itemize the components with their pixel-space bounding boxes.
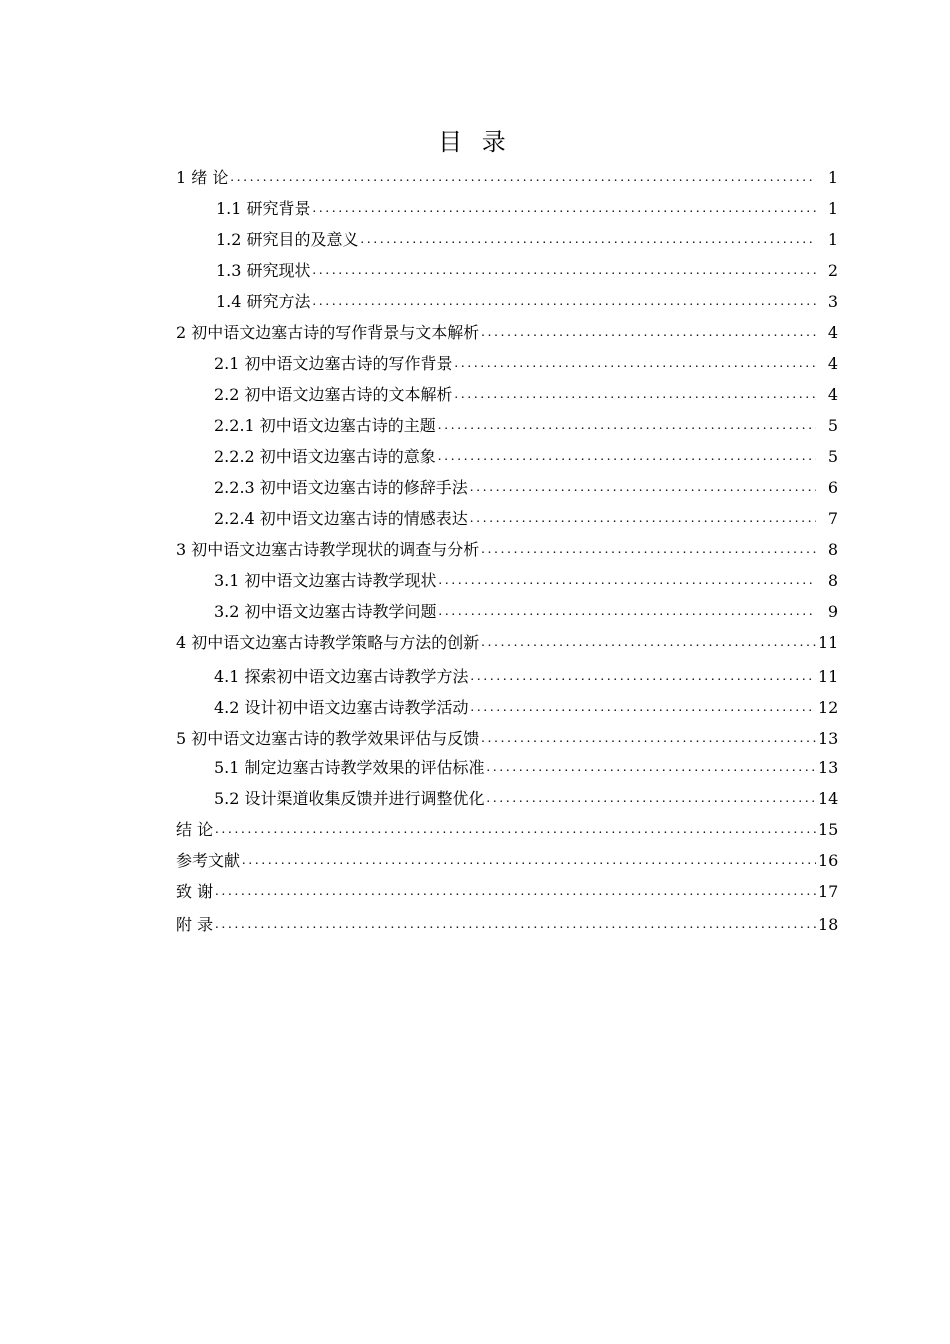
toc-page-number: 4 <box>827 323 838 342</box>
toc-entry[interactable] <box>176 536 838 560</box>
toc-entry-label: 1.3 研究现状 <box>216 261 311 280</box>
toc-entry[interactable] <box>214 694 838 718</box>
toc-entry[interactable] <box>176 878 838 902</box>
toc-leader-dots <box>439 602 816 622</box>
toc-page-number: 13 <box>818 758 839 777</box>
toc-entry[interactable] <box>214 567 838 591</box>
toc-leader-dots <box>487 789 816 809</box>
toc-leader-dots <box>438 447 816 467</box>
toc-page-number: 1 <box>827 168 838 187</box>
toc-page-number: 5 <box>827 447 838 466</box>
toc-leader-dots <box>481 633 816 653</box>
toc-entry-label: 附 录 <box>176 915 214 934</box>
toc-leader-dots <box>313 261 816 281</box>
toc-entry-label: 2 初中语文边塞古诗的写作背景与文本解析 <box>176 323 480 342</box>
toc-leader-dots <box>455 385 816 405</box>
toc-entry[interactable] <box>216 257 838 281</box>
toc-entry[interactable] <box>214 381 838 405</box>
toc-entry[interactable] <box>214 598 838 622</box>
toc-leader-dots <box>481 323 816 343</box>
toc-leader-dots <box>361 230 816 250</box>
toc-leader-dots <box>455 354 816 374</box>
toc-entry-label: 4.2 设计初中语文边塞古诗教学活动 <box>214 698 469 717</box>
toc-page-number: 8 <box>827 571 838 590</box>
toc-entry[interactable] <box>214 663 838 687</box>
toc-page-number: 14 <box>818 789 839 808</box>
toc-entry-label: 3.1 初中语文边塞古诗教学现状 <box>214 571 437 590</box>
toc-entry-label: 1 绪 论 <box>176 168 229 187</box>
toc-entry[interactable] <box>214 412 838 436</box>
toc-leader-dots <box>471 667 816 687</box>
toc-entry[interactable] <box>176 319 838 343</box>
toc-page-number: 8 <box>827 540 838 559</box>
toc-entry-label: 致 谢 <box>176 882 214 901</box>
toc-entry[interactable] <box>216 226 838 250</box>
toc-entry-label: 3.2 初中语文边塞古诗教学问题 <box>214 602 437 621</box>
toc-entry[interactable] <box>214 505 838 529</box>
toc-leader-dots <box>470 509 816 529</box>
toc-leader-dots <box>439 571 816 591</box>
toc-entry-label: 3 初中语文边塞古诗教学现状的调查与分析 <box>176 540 480 559</box>
toc-page-number: 12 <box>818 698 839 717</box>
toc-entry-label: 1.1 研究背景 <box>216 199 311 218</box>
toc-entry-label: 4.1 探索初中语文边塞古诗教学方法 <box>214 667 469 686</box>
toc-entry[interactable] <box>176 816 838 840</box>
toc-leader-dots <box>471 698 816 718</box>
toc-entry-label: 5.1 制定边塞古诗教学效果的评估标准 <box>214 758 485 777</box>
toc-entry-label: 1.4 研究方法 <box>216 292 311 311</box>
toc-page-number: 1 <box>827 230 838 249</box>
toc-page-number: 17 <box>818 882 839 901</box>
toc-leader-dots <box>481 729 816 749</box>
toc-page-number: 2 <box>827 261 838 280</box>
toc-entry-label: 4 初中语文边塞古诗教学策略与方法的创新 <box>176 633 480 652</box>
toc-entry[interactable] <box>214 443 838 467</box>
toc-entry[interactable] <box>176 725 838 749</box>
toc-entry-label: 2.2.1 初中语文边塞古诗的主题 <box>214 416 436 435</box>
toc-leader-dots <box>487 758 816 778</box>
toc-page-number: 16 <box>818 851 839 870</box>
toc-leader-dots <box>313 292 816 312</box>
toc-entry-label: 2.2.4 初中语文边塞古诗的情感表达 <box>214 509 468 528</box>
toc-entry[interactable] <box>216 195 838 219</box>
toc-entry[interactable] <box>176 911 838 935</box>
toc-page-number: 4 <box>827 385 838 404</box>
toc-entry[interactable] <box>214 785 838 809</box>
toc-entry-label: 结 论 <box>176 820 214 839</box>
toc-page-number: 18 <box>818 915 839 934</box>
toc-leader-dots <box>230 168 816 188</box>
toc-leader-dots <box>470 478 816 498</box>
toc-leader-dots <box>215 882 816 902</box>
toc-entry-label: 参考文献 <box>176 851 241 870</box>
toc-entry-label: 2.1 初中语文边塞古诗的写作背景 <box>214 354 453 373</box>
toc-entry[interactable] <box>176 164 838 188</box>
toc-leader-dots <box>438 416 816 436</box>
toc-entry-label: 2.2.2 初中语文边塞古诗的意象 <box>214 447 436 466</box>
toc-entry-label: 2.2 初中语文边塞古诗的文本解析 <box>214 385 453 404</box>
toc-leader-dots <box>215 915 816 935</box>
toc-entry-label: 5 初中语文边塞古诗的教学效果评估与反馈 <box>176 729 480 748</box>
toc-page-number: 11 <box>818 667 839 686</box>
toc-entry-label: 5.2 设计渠道收集反馈并进行调整优化 <box>214 789 485 808</box>
toc-page-number: 9 <box>827 602 838 621</box>
toc-page-number: 7 <box>827 509 838 528</box>
toc-page-number: 5 <box>827 416 838 435</box>
toc-page-number: 1 <box>827 199 838 218</box>
toc-page-number: 3 <box>827 292 838 311</box>
toc-entry[interactable] <box>176 847 838 871</box>
toc-leader-dots <box>481 540 816 560</box>
toc-leader-dots <box>215 820 816 840</box>
toc-page-number: 15 <box>818 820 839 839</box>
toc-entry[interactable] <box>176 629 838 653</box>
toc-entry[interactable] <box>214 474 838 498</box>
toc-page-number: 4 <box>827 354 838 373</box>
page-title: 目 录 <box>438 128 512 156</box>
toc-entry[interactable] <box>214 350 838 374</box>
toc-page-number: 13 <box>818 729 839 748</box>
toc-entry-label: 2.2.3 初中语文边塞古诗的修辞手法 <box>214 478 468 497</box>
toc-entry[interactable] <box>214 754 838 778</box>
toc-entry-label: 1.2 研究目的及意义 <box>216 230 359 249</box>
toc-entry[interactable] <box>216 288 838 312</box>
toc-leader-dots <box>242 851 816 871</box>
toc-leader-dots <box>313 199 816 219</box>
toc-page-number: 11 <box>818 633 839 652</box>
toc-page-number: 6 <box>827 478 838 497</box>
